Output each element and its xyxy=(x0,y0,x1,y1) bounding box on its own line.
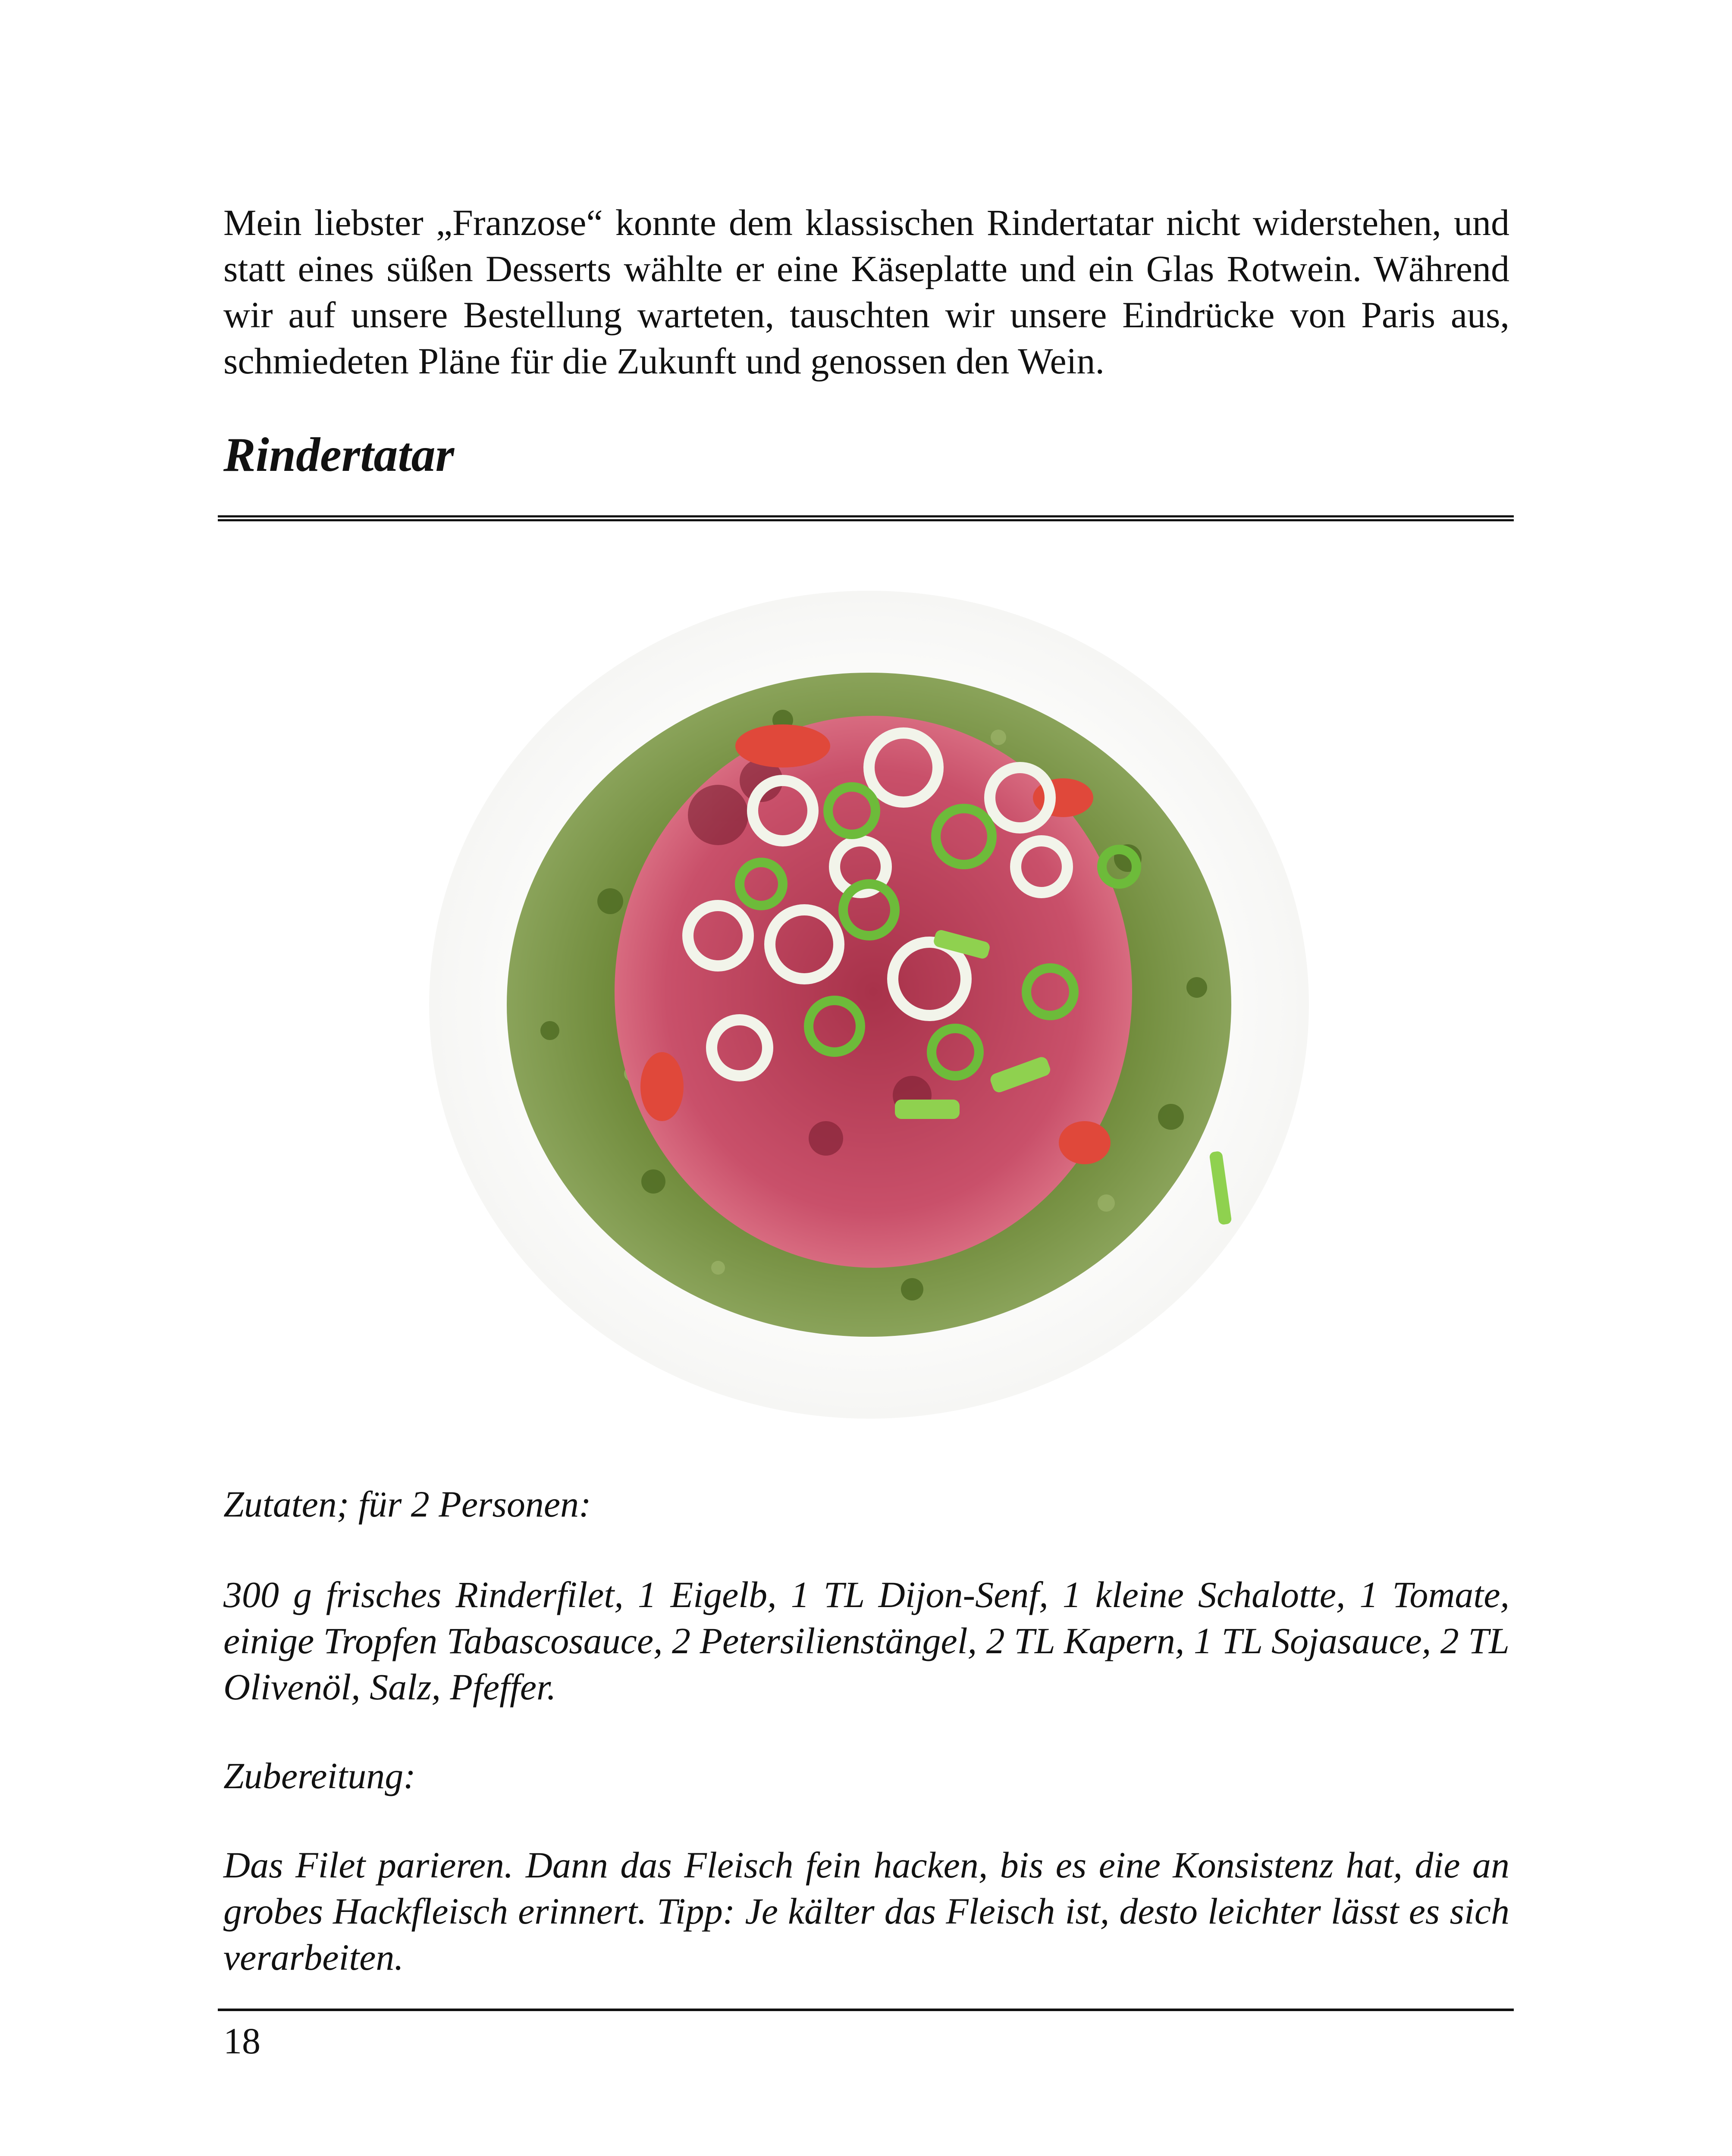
recipe-title: Rindertatar xyxy=(223,428,455,482)
recipe-photo xyxy=(222,556,1516,1440)
title-double-rule xyxy=(218,515,1514,521)
ingredients-heading: Zutaten; für 2 Personen: xyxy=(223,1483,591,1525)
preparation-text: Das Filet parieren. Dann das Fleisch fein hacken, bis es eine Konsistenz hat, die an grobes Hackfleisch erinnert. Tipp: Je kälter das Fleisch ist, desto leichter lässt es sich verarbeiten. xyxy=(223,1844,1509,1978)
footer-rule xyxy=(218,2009,1514,2011)
ingredients-list: 300 g frisches Rinderfilet, 1 Eigelb, 1 TL Dijon-Senf, 1 kleine Schalotte, 1 Tomate, einige Tropfen Tabascosauce, 2 Petersilienstängel, 2 TL Kapern, 1 TL Sojasauce, 2 TL Olivenöl, Salz, Pfeffer. xyxy=(223,1574,1509,1708)
page-number: 18 xyxy=(223,2020,260,2062)
beef-tartare-illustration xyxy=(222,556,1516,1440)
preparation-heading: Zubereitung: xyxy=(223,1755,416,1796)
intro-paragraph: Mein liebster „Franzose“ konnte dem klassischen Rindertatar nicht widerstehen, und statt eines süßen Desserts wählte er eine Käseplatte und ein Glas Rotwein. Während wir auf unsere Bestellung warteten, tauschten wir unsere Eindrücke von Paris aus, schmiedeten Pläne für die Zukunft und genossen den Wein. xyxy=(223,202,1509,382)
